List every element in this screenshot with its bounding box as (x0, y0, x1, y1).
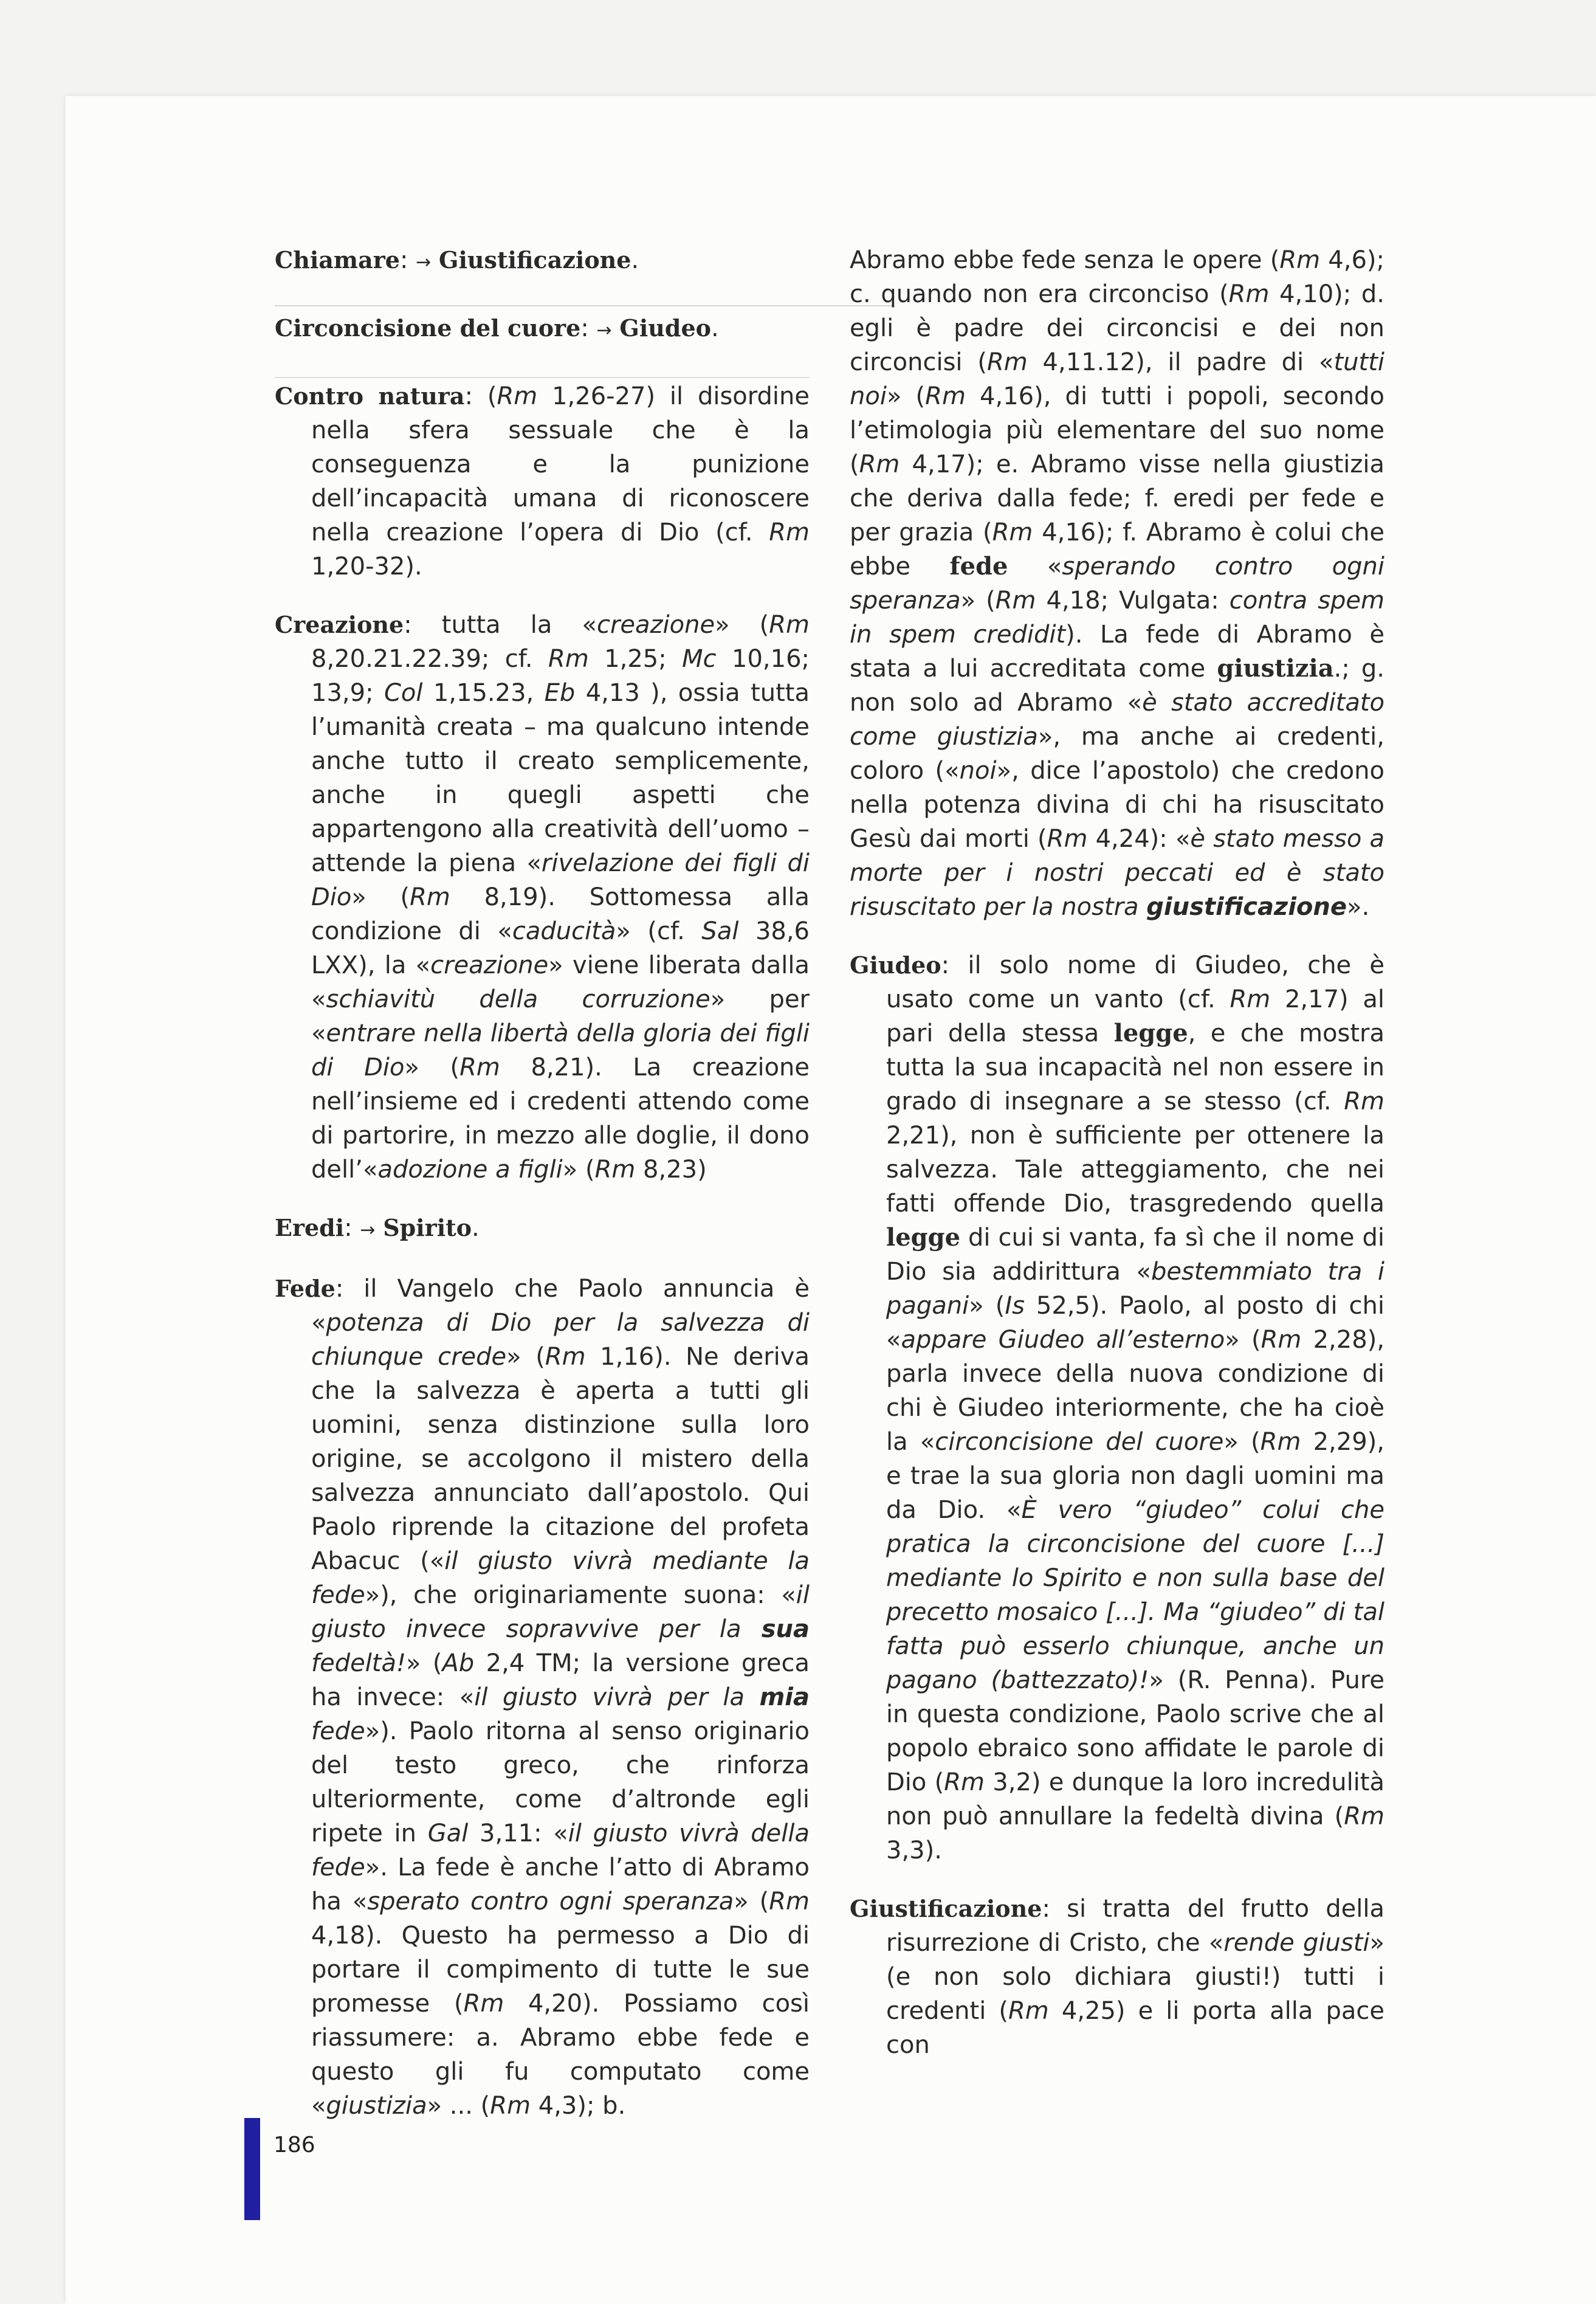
entry-giustificazione: Giustificazione: si tratta del frutto della risurrezione di Cristo, che «rende giusti» (e non solo dichiara giusti!) tutti i credenti (Rm 4,25) e li porta alla pace con (850, 1895, 1384, 2059)
entry-heading: Chiamare (275, 246, 400, 274)
entry-circoncisione: Circoncisione del cuore: → Giudeo. (275, 314, 719, 342)
entry-giudeo: Giudeo: il solo nome di Giudeo, che è usato come un vanto (cf. Rm 2,17) al pari della stessa legge, e che mostra tutta la sua incapacità nel non essere in grado di insegnare a se stesso (cf. Rm 2,21), non è sufficiente per ottenere la salvezza. Tale atteggiamento, che nei fatti offende Dio, trasgredendo quella legge di cui si vanta, fa sì che il nome di Dio sia addirittura «bestemmiato tra i pagani» (Is 52,5). Paolo, al posto di chi «appare Giudeo all’esterno» (Rm 2,28), parla invece della nuova condizione di chi è Giudeo interiormente, che ha cioè la «circoncisione del cuore» (Rm 2,29), e trae la sua gloria non dagli uomini ma da Dio. «È vero “giudeo” colui che pratica la circoncisione del cuore [...] mediante lo Spirito e non sulla base del precetto mosaico [...]. Ma “giudeo” di tal fatta può esserlo chiunque, anche un pagano (battezzato)!» (R. Penna). Pure in questa condizione, Paolo scrive che al popolo ebraico sono affidate le parole di Dio (Rm 3,2) e dunque la loro incredulità non può annullare la fedeltà divina (Rm 3,3). (850, 951, 1385, 1864)
entry-chiamare: Chiamare: → Giustificazione. (275, 246, 639, 274)
left-column (275, 243, 810, 2147)
entry-creazione: Creazione: tutta la «creazione» (Rm 8,20.21.22.39; cf. Rm 1,25; Mc 10,16; 13,9; Col 1,15.23, Eb 4,13 ), ossia tutta l’umanità creata – ma qualcuno intende anche tutto il creato semplicemente, anche in quegli aspetti che appartengono alla creatività dell’uomo – attende la piena «rivelazione dei figli di Dio» (Rm 8,19). Sottomessa alla condizione di «caducità» (cf. Sal 38,6 LXX), la «creazione» viene liberata dalla «schiavitù della corruzione» per «entrare nella libertà della gloria dei figli di Dio» (Rm 8,21). La creazione nell’insieme ed i credenti attendo come di partorire, in mezzo alle doglie, il dono dell’«adozione a figli» (Rm 8,23) (275, 611, 810, 1184)
entry-fede: Fede: il Vangelo che Paolo annuncia è «potenza di Dio per la salvezza di chiunque crede» (Rm 1,16). Ne deriva che la salvezza è aperta a tutti gli uomini, senza distinzione sulla loro origine, se accolgono il mistero della salvezza annunciato dall’apostolo. Qui Paolo riprende la citazione del profeta Abacuc («il giusto vivrà mediante la fede»), che originariamente suona: «il giusto invece sopravvive per la sua fedeltà!» (Ab 2,4 TM; la versione greca ha invece: «il giusto vivrà per la mia fede»). Paolo ritorna al senso originario del testo greco, che rinforza ulteriormente, come d’altronde egli ripete in Gal 3,11: «il giusto vivrà della fede». La fede è anche l’atto di Abramo ha «sperato contro ogni speranza» (Rm 4,18). Questo ha permesso a Dio di portare il compimento di tutte le sue promesse (Rm 4,20). Possiamo così riassumere: a. Abramo ebbe fede e questo gli fu computato come «giustizia» ... (Rm 4,3); b. (275, 1275, 810, 2120)
entry-eredi: Eredi: → Spirito. (275, 1214, 480, 1242)
cross-reference: Spirito (383, 1214, 472, 1241)
page-marker-bar (244, 2118, 260, 2220)
entry-heading: Creazione (275, 611, 404, 638)
entry-heading: Giustificazione (850, 1895, 1042, 1922)
entry-heading: Fede (275, 1275, 335, 1302)
cross-reference: Giudeo (619, 314, 711, 342)
right-column (850, 243, 1384, 2086)
cross-reference: Giustificazione (439, 246, 631, 274)
entry-heading: Giudeo (850, 951, 941, 979)
entry-fede-continued: Abramo ebbe fede senza le opere (Rm 4,6); c. quando non era circonciso (Rm 4,10); d. egli è padre dei circoncisi e dei non circoncisi (Rm 4,11.12), il padre di «tutti noi» (Rm 4,16), di tutti i popoli, secondo l’etimologia più elementare del suo nome (Rm 4,17); e. Abramo visse nella giustizia che deriva dalla fede; f. eredi per fede e per grazia (Rm 4,16); f. Abramo è colui che ebbe fede «sperando contro ogni speranza» (Rm 4,18; Vulgata: contra spem in spem credidit). La fede di Abramo è stata a lui accreditata come giustizia.; g. non solo ad Abramo «è stato accreditato come giustizia», ma anche ai credenti, coloro («noi», dice l’apostolo) che credono nella potenza divina di chi ha risuscitato Gesù dai morti (Rm 4,24): «è stato messo a morte per i nostri peccati ed è stato risuscitato per la nostra giustificazione». (850, 246, 1385, 921)
page-number: 186 (273, 2133, 315, 2157)
entry-contro-natura: Contro natura: (Rm 1,26-27) il disordine nella sfera sessuale che è la conseguenza e la punizione dell’incapacità umana di riconoscere nella creazione l’opera di Dio (cf. Rm 1,20-32). (275, 382, 810, 581)
arrow-icon: → (596, 320, 612, 341)
entry-heading: Eredi (275, 1214, 345, 1241)
entry-heading: Circoncisione del cuore (275, 314, 581, 342)
arrow-icon: → (416, 252, 432, 273)
arrow-icon: → (360, 1219, 376, 1241)
entry-heading: Contro natura (275, 382, 465, 410)
